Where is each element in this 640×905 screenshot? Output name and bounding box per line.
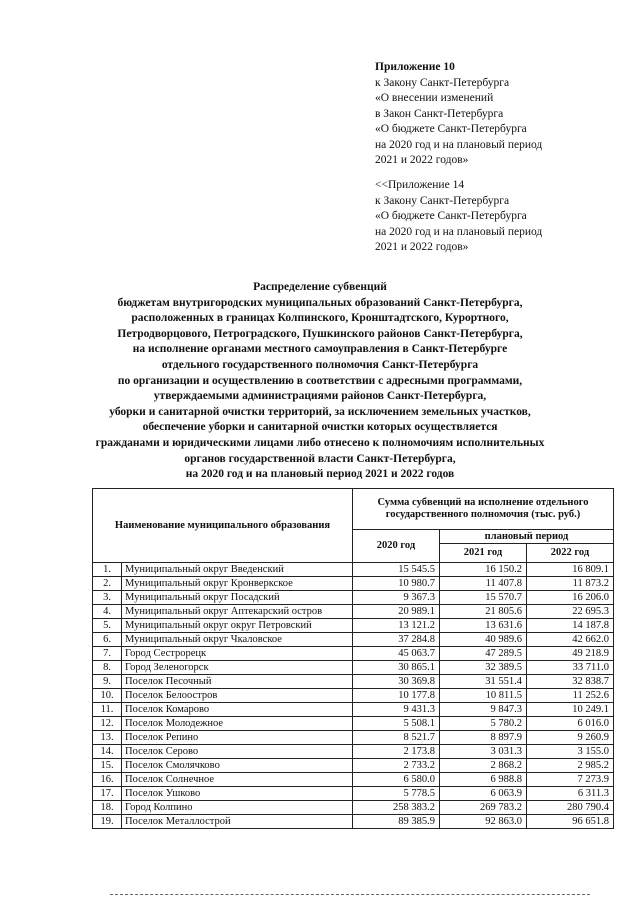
table-row xyxy=(93,633,614,647)
value-2022: 49 218.9 xyxy=(527,647,614,661)
title-line: на исполнение органами местного самоуправления в Санкт-Петербурге xyxy=(132,343,508,356)
appendix-line: «О бюджете Санкт-Петербурга xyxy=(375,210,527,222)
row-number: 16. xyxy=(93,773,122,787)
row-number: 1. xyxy=(93,563,122,577)
value-2022: 3 155.0 xyxy=(527,745,614,759)
municipality-name: Муниципальный округ Аптекарский остров xyxy=(122,605,353,619)
row-number: 12. xyxy=(93,717,122,731)
municipality-name: Поселок Серово xyxy=(122,745,353,759)
value-2022: 280 790.4 xyxy=(527,801,614,815)
value-2021: 32 389.5 xyxy=(440,661,527,675)
title-line: гражданами и юридическими лицами либо отнесено к полномочиям исполнительных xyxy=(95,436,545,449)
appendix-line: «О бюджете Санкт-Петербурга xyxy=(375,123,527,135)
value-2020: 5 508.1 xyxy=(353,717,440,731)
table-row xyxy=(93,787,614,801)
table-row xyxy=(93,605,614,619)
row-number: 17. xyxy=(93,787,122,801)
appendix-line: на 2020 год и на плановый период xyxy=(375,138,543,151)
value-2021: 47 289.5 xyxy=(440,647,527,661)
value-2021: 92 863.0 xyxy=(440,815,527,829)
municipality-name: Поселок Комарово xyxy=(122,703,353,717)
table-row xyxy=(93,591,614,605)
value-2020: 258 383.2 xyxy=(353,801,440,815)
column-header-sum: Сумма субвенций на исполнение отдельного государственного полномочия (тыс. руб.) xyxy=(353,489,614,530)
value-2021: 11 407.8 xyxy=(440,577,527,591)
title-line: на 2020 год и на плановый период 2021 и 2022 годов xyxy=(185,468,455,481)
table-row xyxy=(93,577,614,591)
title-line: отдельного государственного полномочия Санкт-Петербурга xyxy=(161,358,479,371)
row-number: 8. xyxy=(93,661,122,675)
title-line: обеспечение уборки и санитарной очистки которых осуществляется xyxy=(142,421,498,434)
appendix-title: Приложение 10 xyxy=(375,61,455,73)
value-2020: 30 865.1 xyxy=(353,661,440,675)
value-2020: 2 173.8 xyxy=(353,745,440,759)
value-2022: 11 252.6 xyxy=(527,689,614,703)
table-row xyxy=(93,731,614,745)
municipality-name: Муниципальный округ Кронверкское xyxy=(122,577,353,591)
municipality-name: Поселок Белоостров xyxy=(122,689,353,703)
appendix-line: «О внесении изменений xyxy=(375,92,494,104)
column-header-2020: 2020 год xyxy=(353,530,440,563)
municipality-name: Поселок Молодежное xyxy=(122,717,353,731)
table-row xyxy=(93,689,614,703)
table-row xyxy=(93,661,614,675)
row-number: 18. xyxy=(93,801,122,815)
appendix-line: 2021 и 2022 годов» xyxy=(375,241,469,253)
municipality-name: Поселок Солнечное xyxy=(122,773,353,787)
value-2021: 31 551.4 xyxy=(440,675,527,689)
table-row xyxy=(93,717,614,731)
value-2020: 13 121.2 xyxy=(353,619,440,633)
row-number: 14. xyxy=(93,745,122,759)
column-header-name: Наименование муниципального образования xyxy=(93,489,353,563)
table-row xyxy=(93,801,614,815)
value-2022: 6 016.0 xyxy=(527,717,614,731)
table-row xyxy=(93,619,614,633)
municipality-name: Муниципальный округ Введенский xyxy=(122,563,353,577)
title-line: бюджетам внутригородских муниципальных образований Санкт-Петербурга, xyxy=(117,296,523,309)
value-2020: 9 367.3 xyxy=(353,591,440,605)
value-2021: 21 805.6 xyxy=(440,605,527,619)
municipality-name: Город Зеленогорск xyxy=(122,661,353,675)
table-row xyxy=(93,647,614,661)
appendix-title-2: <<Приложение 14 xyxy=(375,179,465,191)
value-2022: 22 695.3 xyxy=(527,605,614,619)
value-2021: 6 063.9 xyxy=(440,787,527,801)
value-2020: 20 989.1 xyxy=(353,605,440,619)
appendix-header xyxy=(375,60,615,169)
municipality-name: Муниципальный округ округ Петровский xyxy=(122,619,353,633)
value-2020: 10 980.7 xyxy=(353,577,440,591)
column-header-2021: 2021 год xyxy=(440,544,527,563)
municipality-name: Поселок Смолячково xyxy=(122,759,353,773)
value-2022: 16 206.0 xyxy=(527,591,614,605)
table-row xyxy=(93,703,614,717)
value-2022: 42 662.0 xyxy=(527,633,614,647)
value-2021: 13 631.6 xyxy=(440,619,527,633)
title-line: уборки и санитарной очистки территорий, за исключением земельных участков, xyxy=(109,405,531,418)
value-2022: 6 311.3 xyxy=(527,787,614,801)
municipality-name: Город Сестрорецк xyxy=(122,647,353,661)
value-2022: 2 985.2 xyxy=(527,759,614,773)
title-line: по организации и осуществлению в соответствии с адресными программами, xyxy=(117,374,523,387)
value-2020: 45 063.7 xyxy=(353,647,440,661)
title-line: расположенных в границах Колпинского, Кронштадтского, Курортного, xyxy=(131,312,509,325)
appendix-line: к Закону Санкт-Петербурга xyxy=(375,194,510,207)
row-number: 19. xyxy=(93,815,122,829)
appendix-line: на 2020 год и на плановый период xyxy=(375,225,543,238)
row-number: 4. xyxy=(93,605,122,619)
value-2022: 14 187.8 xyxy=(527,619,614,633)
title-line: Петродворцового, Петроградского, Пушкинского районов Санкт-Петербурга, xyxy=(117,327,523,340)
row-number: 6. xyxy=(93,633,122,647)
value-2022: 11 873.2 xyxy=(527,577,614,591)
appendix-line: к Закону Санкт-Петербурга xyxy=(375,76,510,89)
row-number: 7. xyxy=(93,647,122,661)
value-2022: 32 838.7 xyxy=(527,675,614,689)
column-header-2022: 2022 год xyxy=(527,544,614,563)
appendix-header-2 xyxy=(375,178,615,256)
title-line: Распределение субвенций xyxy=(253,281,387,293)
row-number: 3. xyxy=(93,591,122,605)
table-row xyxy=(93,773,614,787)
row-number: 10. xyxy=(93,689,122,703)
value-2020: 30 369.8 xyxy=(353,675,440,689)
municipality-name: Муниципальный округ Посадский xyxy=(122,591,353,605)
row-number: 13. xyxy=(93,731,122,745)
value-2021: 6 988.8 xyxy=(440,773,527,787)
value-2022: 10 249.1 xyxy=(527,703,614,717)
table-row xyxy=(93,745,614,759)
value-2020: 10 177.8 xyxy=(353,689,440,703)
value-2021: 9 847.3 xyxy=(440,703,527,717)
value-2021: 2 868.2 xyxy=(440,759,527,773)
table-row xyxy=(93,563,614,577)
value-2022: 9 260.9 xyxy=(527,731,614,745)
value-2020: 2 733.2 xyxy=(353,759,440,773)
value-2020: 6 580.0 xyxy=(353,773,440,787)
municipality-name: Поселок Песочный xyxy=(122,675,353,689)
table-row xyxy=(93,815,614,829)
municipality-name: Поселок Ушково xyxy=(122,787,353,801)
document-title xyxy=(70,280,570,483)
row-number: 2. xyxy=(93,577,122,591)
municipality-name: Муниципальный округ Чкаловское xyxy=(122,633,353,647)
value-2022: 16 809.1 xyxy=(527,563,614,577)
page-footer-divider xyxy=(110,894,590,898)
appendix-line: 2021 и 2022 годов» xyxy=(375,154,469,166)
value-2020: 9 431.3 xyxy=(353,703,440,717)
value-2021: 40 989.6 xyxy=(440,633,527,647)
value-2021: 10 811.5 xyxy=(440,689,527,703)
value-2021: 8 897.9 xyxy=(440,731,527,745)
value-2021: 15 570.7 xyxy=(440,591,527,605)
column-header-plan: плановый период xyxy=(440,530,614,544)
value-2022: 96 651.8 xyxy=(527,815,614,829)
appendix-line: в Закон Санкт-Петербурга xyxy=(375,107,504,120)
value-2021: 269 783.2 xyxy=(440,801,527,815)
value-2020: 37 284.8 xyxy=(353,633,440,647)
row-number: 11. xyxy=(93,703,122,717)
municipality-name: Поселок Репино xyxy=(122,731,353,745)
row-number: 5. xyxy=(93,619,122,633)
subvention-table xyxy=(92,488,614,829)
value-2022: 33 711.0 xyxy=(527,661,614,675)
row-number: 9. xyxy=(93,675,122,689)
title-line: органов государственной власти Санкт-Петербурга, xyxy=(184,452,456,465)
row-number: 15. xyxy=(93,759,122,773)
table-row xyxy=(93,759,614,773)
value-2021: 3 031.3 xyxy=(440,745,527,759)
value-2022: 7 273.9 xyxy=(527,773,614,787)
municipality-name: Город Колпино xyxy=(122,801,353,815)
table-row xyxy=(93,675,614,689)
value-2020: 89 385.9 xyxy=(353,815,440,829)
municipality-name: Поселок Металлострой xyxy=(122,815,353,829)
value-2021: 5 780.2 xyxy=(440,717,527,731)
value-2021: 16 150.2 xyxy=(440,563,527,577)
value-2020: 8 521.7 xyxy=(353,731,440,745)
value-2020: 15 545.5 xyxy=(353,563,440,577)
value-2020: 5 778.5 xyxy=(353,787,440,801)
title-line: утверждаемыми администрациями районов Санкт-Петербурга, xyxy=(153,390,487,403)
